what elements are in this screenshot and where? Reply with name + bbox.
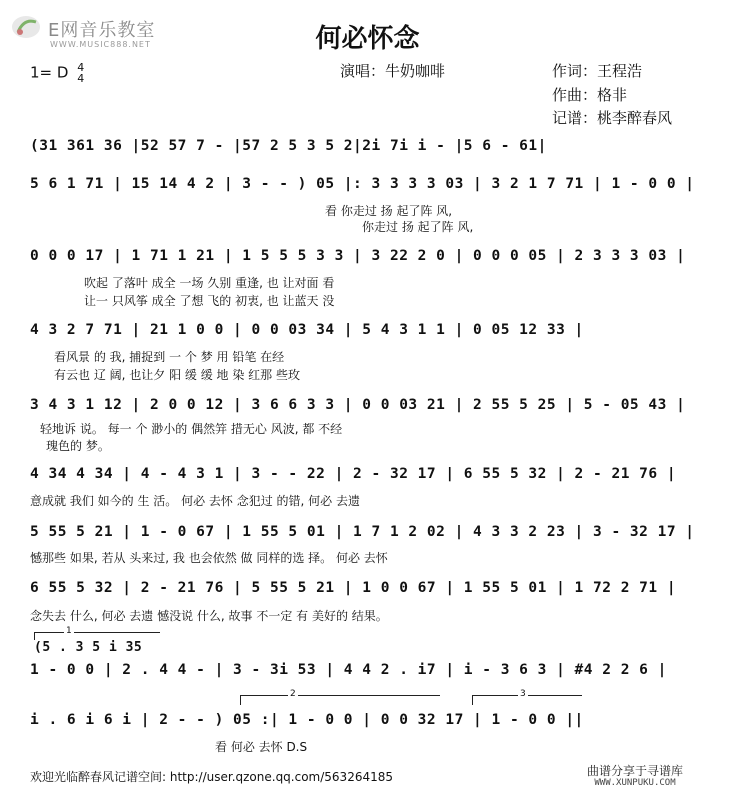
lyric-row-5a: 轻地诉 说。 每一 个 渺小的 偶然笄 措无心 风波, 都 不经: [40, 422, 343, 436]
lyricist: 作词：王程浩: [552, 62, 643, 80]
volta-3-hook: [472, 695, 473, 705]
staff-row-7: 5 55 5 21 | 1 - 0 67 | 1 55 5 01 | 1 7 1 2 02 | 4 3 3 2 23 | 3 - 32 17 |: [30, 524, 695, 540]
lyric-row-3b: 让一 只风筝 成全 了想 飞的 初衷, 也 让蓝天 没: [84, 294, 335, 308]
staff-row-1: (31 361 36 |52 57 7 - |57 2 5 3 5 2|2i 7i i - |5 6 - 61|: [30, 138, 547, 154]
lyric-row-4b: 有云也 辽 阔, 也让夕 阳 缓 缓 地 染 红那 些玫: [54, 368, 300, 382]
logo-url: WWW.MUSIC888.NET: [50, 40, 151, 49]
staff-row-6: 4 34 4 34 | 4 - 4 3 1 | 3 - - 22 | 2 - 32 17 | 6 55 5 32 | 2 - 21 76 |: [30, 466, 677, 482]
volta-1-line: [34, 632, 160, 633]
key-signature: [30, 62, 84, 84]
staff-row-2: 5 6 1 71 | 15 14 4 2 | 3 - - ) 05 |: 3 3 3 3 03 | 3 2 1 7 71 | 1 - 0 0 |: [30, 176, 695, 192]
volta-2-hook: [240, 695, 241, 705]
lyric-row-2b: 你走过 扬 起了阵 风,: [362, 220, 474, 234]
lyric-row-10: 看 何必 去怀 D.S: [215, 740, 308, 754]
lyric-row-8: 念失去 什么, 何必 去遗 憾没说 什么, 故事 不一定 有 美好的 结果。: [30, 609, 388, 623]
staff-row-5: 3 4 3 1 12 | 2 0 0 12 | 3 6 6 3 3 | 0 0 03 21 | 2 55 5 25 | 5 - 05 43 |: [30, 397, 686, 413]
time-top: 4: [77, 61, 85, 74]
lyric-row-5b: 瑰色的 梦。: [46, 439, 110, 453]
logo-text: E网音乐教室: [48, 20, 156, 41]
lyric-row-2a: 看 你走过 扬 起了阵 风,: [325, 204, 453, 218]
lyric-row-3a: 吹起 了落叶 成全 一场 久别 重逢, 也 让对面 看: [84, 276, 335, 290]
site-badge: [540, 762, 730, 792]
staff-row-4: 4 3 2 7 71 | 21 1 0 0 | 0 0 03 34 | 5 4 3 1 1 | 0 05 12 33 |: [30, 322, 584, 338]
badge-url: WWW.XUNPUKU.COM: [594, 778, 676, 788]
song-title: 何必怀念: [315, 24, 420, 54]
key-label: 1= D: [30, 63, 69, 82]
singer: 演唱：牛奶咖啡: [340, 62, 446, 80]
staff-row-9: 1 - 0 0 | 2 . 4 4 - | 3 - 3i 53 | 4 4 2 . i7 | i - 3 6 3 | #4 2 2 6 |: [30, 662, 667, 678]
volta-2-line: [240, 695, 440, 696]
lyric-row-4a: 看风景 的 我, 捕捉到 一 个 梦 用 铅笔 在经: [54, 350, 285, 364]
volta-3-number: 3: [520, 689, 526, 699]
volta-1-number: 1: [66, 626, 72, 636]
staff-row-10: i . 6 i 6 i | 2 - - ) 05 :| 1 - 0 0 | 0 0 32 17 | 1 - 0 0 ||: [30, 712, 584, 728]
badge-title: 曲谱分享于寻谱库: [586, 764, 683, 778]
staff-row-8: 6 55 5 32 | 2 - 21 76 | 5 55 5 21 | 1 0 0 67 | 1 55 5 01 | 1 72 2 71 |: [30, 580, 677, 596]
lyric-row-6: 意成就 我们 如今的 生 活。 何必 去怀 念犯过 的错, 何必 去遗: [30, 494, 360, 508]
intro-phrase: (5 . 3 5 i 35: [34, 640, 143, 655]
time-signature: [77, 62, 84, 84]
staff-row-3: 0 0 0 17 | 1 71 1 21 | 1 5 5 5 3 3 | 3 22 2 0 | 0 0 0 05 | 2 3 3 3 03 |: [30, 248, 686, 264]
composer: 作曲：格非: [552, 86, 628, 104]
footer-text: 欢迎光临醉春风记谱空间: http://user.qzone.qq.com/563264185: [30, 770, 394, 784]
transcriber: 记谱：桃李醉春风: [552, 109, 673, 127]
lyric-row-7: 憾那些 如果, 若从 头来过, 我 也会依然 做 同样的选 择。 何必 去怀: [30, 551, 388, 565]
time-bottom: 4: [77, 72, 85, 85]
volta-2-number: 2: [290, 689, 296, 699]
volta-1-hook: [34, 632, 35, 640]
